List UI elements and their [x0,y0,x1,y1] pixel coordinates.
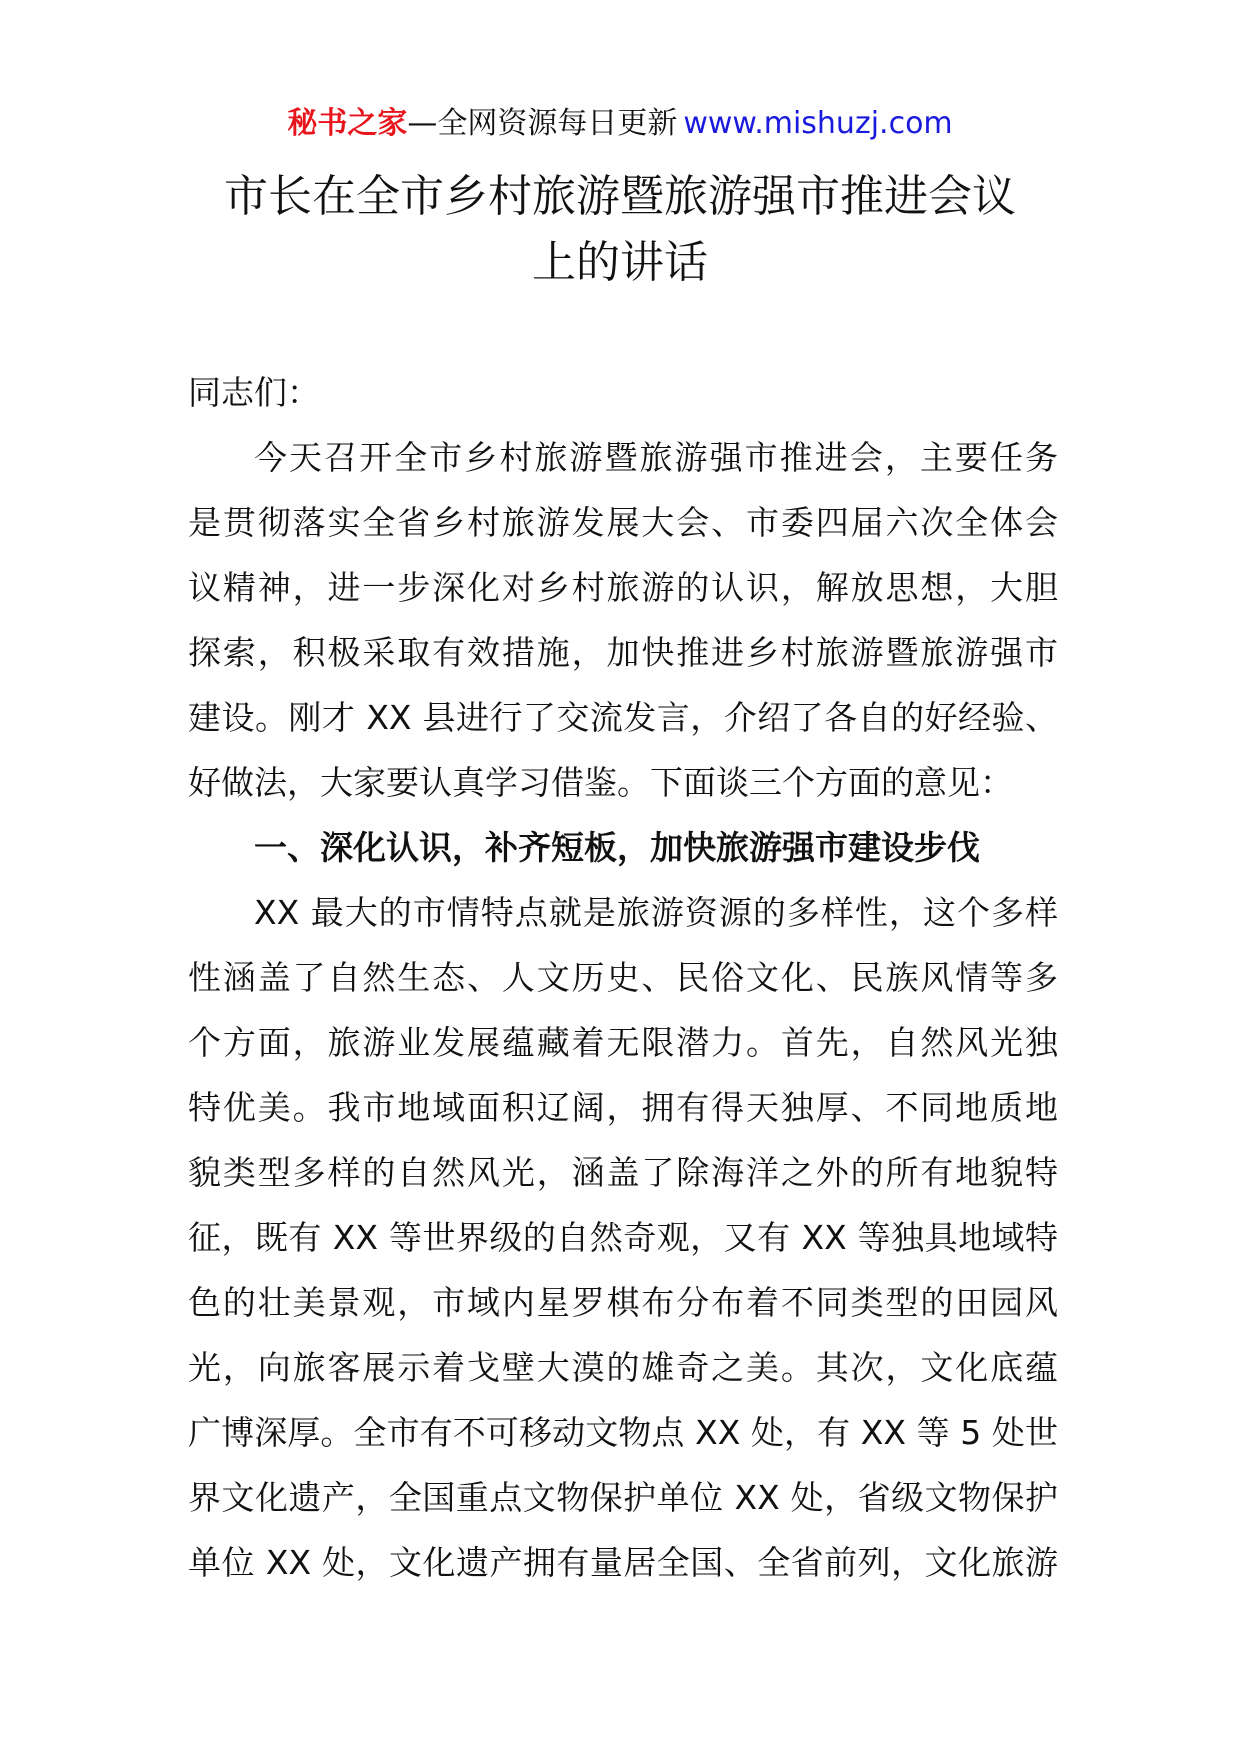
paragraph-resources [188,880,1058,1595]
title-line: 上的讲话 [532,237,708,288]
paragraph-line: 建设。刚才 XX 县进行了交流发言，介绍了各自的好经验、 [188,698,1058,737]
paragraph-line: 个方面，旅游业发展蕴藏着无限潜力。首先，自然风光独 [188,1023,1058,1062]
site-header [0,104,1240,144]
header-tagline: —全网资源每日更新 [407,106,678,141]
paragraph-line: 界文化遗产，全国重点文物保护单位 XX 处，省级文物保护 [188,1478,1058,1517]
paragraph-line: 是贯彻落实全省乡村旅游发展大会、市委四届六次全体会 [188,503,1058,542]
paragraph-line: 议精神，进一步深化对乡村旅游的认识，解放思想，大胆 [188,568,1058,607]
paragraph-line: 特优美。我市地域面积辽阔，拥有得天独厚、不同地质地 [188,1088,1058,1127]
paragraph-line: 征，既有 XX 等世界级的自然奇观，又有 XX 等独具地域特 [188,1218,1058,1257]
document-body [188,360,1058,1595]
brand-name: 秘书之家 [287,106,408,141]
paragraph-line: 广博深厚。全市有不可移动文物点 XX 处，有 XX 等 5 处世 [188,1413,1058,1452]
paragraph-intro [188,425,1058,815]
paragraph-line: 性涵盖了自然生态、人文历史、民俗文化、民族风情等多 [188,958,1058,997]
paragraph-line: 探索，积极采取有效措施，加快推进乡村旅游暨旅游强市 [188,633,1058,672]
site-url[interactable]: www.mishuzj.com [683,106,953,141]
paragraph-line: 色的壮美景观，市域内星罗棋布分布着不同类型的田园风 [188,1283,1058,1322]
paragraph-line: 光，向旅客展示着戈壁大漠的雄奇之美。其次，文化底蕴 [188,1348,1058,1387]
document-title [0,164,1240,296]
paragraph-line: 单位 XX 处，文化遗产拥有量居全国、全省前列，文化旅游 [188,1543,1058,1582]
paragraph-line: 貌类型多样的自然风光，涵盖了除海洋之外的所有地貌特 [188,1153,1058,1192]
salutation: 同志们： [188,373,320,412]
paragraph-line: 好做法，大家要认真学习借鉴。下面谈三个方面的意见： [188,763,1013,802]
paragraph-line: 今天召开全市乡村旅游暨旅游强市推进会，主要任务 [254,438,1058,477]
section-heading: 一、深化认识，补齐短板，加快旅游强市建设步伐 [254,828,980,867]
title-line: 市长在全市乡村旅游暨旅游强市推进会议 [224,171,1016,222]
paragraph-line: XX 最大的市情特点就是旅游资源的多样性，这个多样 [254,893,1058,932]
